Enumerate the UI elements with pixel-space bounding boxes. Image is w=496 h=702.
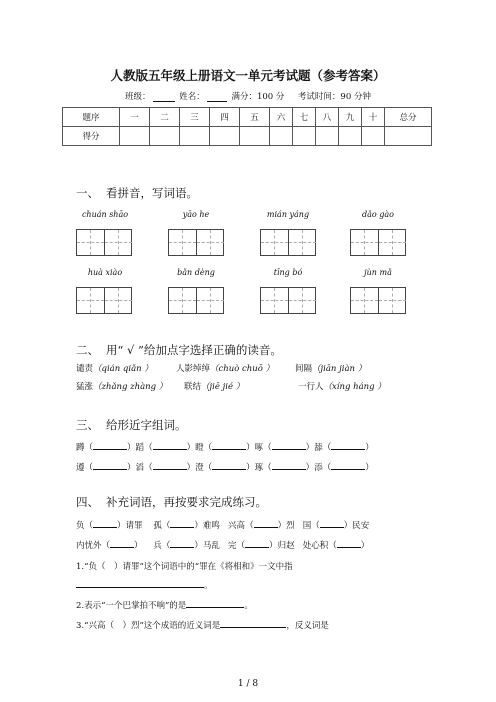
question-3 — [76, 619, 329, 631]
writing-grid[interactable] — [76, 287, 132, 314]
word-group-row: 遵（ ）滔（ ）澄（ ）琢（ ）添（ ） — [76, 463, 374, 473]
score-cell[interactable] — [293, 127, 316, 146]
item-word: 联结 — [184, 382, 202, 392]
char: 滔 — [135, 463, 145, 473]
idiom-part: 归赵 — [277, 541, 295, 551]
idiom-part: 内忧外 — [76, 541, 102, 551]
question-text: 3.“兴高（ ）烈”这个成语的近义词是 — [76, 621, 221, 631]
item-reading[interactable]: （xíng háng ） — [323, 382, 386, 392]
answer-blank[interactable] — [93, 519, 117, 528]
answer-blank[interactable] — [337, 539, 361, 548]
answer-blank[interactable] — [245, 539, 269, 548]
item-word: 人影绰绰 — [176, 364, 211, 374]
row-label: 得分 — [63, 127, 120, 146]
answer-blank[interactable] — [93, 461, 127, 470]
name-label: 姓名： — [179, 92, 205, 102]
idiom-part: 兴高 — [228, 521, 246, 531]
score-cell[interactable] — [316, 127, 339, 146]
page-title: 人教版五年级上册语文一单元考试题（参考答案） — [110, 68, 386, 83]
idiom-part: 孤 — [153, 521, 162, 531]
pinyin-label: bǎn dèng — [177, 268, 215, 277]
idiom-part: 难鸣 — [202, 521, 220, 531]
table-header-cell: 三 — [180, 108, 210, 127]
char: 瞪 — [195, 443, 204, 453]
section-number: 三、 — [76, 418, 99, 432]
score-cell[interactable] — [180, 127, 210, 146]
idiom-part: 民安 — [352, 521, 370, 531]
answer-blank[interactable] — [186, 599, 244, 608]
class-blank[interactable] — [153, 92, 175, 102]
table-header-cell: 题序 — [63, 108, 120, 127]
writing-grid[interactable] — [168, 287, 224, 314]
pinyin-label: mián yáng — [266, 210, 310, 219]
char: 舔 — [314, 443, 323, 453]
answer-blank[interactable] — [331, 461, 365, 470]
pinyin-label: tīng bó — [273, 268, 303, 277]
section-number: 四、 — [76, 495, 99, 509]
item-reading[interactable]: （chuò chuō ） — [210, 364, 275, 374]
section-title: 看拼音，写词语。 — [106, 186, 198, 200]
question-1-answer-line — [76, 579, 213, 591]
table-header-cell: 总分 — [385, 108, 432, 127]
score-cell[interactable] — [270, 127, 293, 146]
idiom-part: 兵 — [153, 541, 162, 551]
answer-blank[interactable] — [93, 441, 127, 450]
idiom-part: 国 — [302, 521, 312, 531]
answer-blank[interactable] — [331, 441, 365, 450]
section-3-heading — [76, 417, 187, 433]
writing-grid[interactable] — [260, 287, 316, 314]
page-number: 1 / 8 — [237, 679, 259, 689]
idiom-part: 马乱 — [202, 541, 220, 551]
section-title: 用“ √ ”给加点字选择正确的读音。 — [106, 343, 282, 357]
score-cell[interactable] — [210, 127, 240, 146]
answer-blank[interactable] — [212, 461, 246, 470]
writing-grid[interactable] — [350, 287, 406, 314]
answer-blank[interactable] — [76, 579, 204, 588]
name-blank[interactable] — [207, 92, 227, 102]
section-number: 二、 — [76, 343, 99, 357]
section-number: 一、 — [76, 186, 99, 200]
section-1-heading — [76, 185, 198, 201]
item-reading[interactable]: （jiān jiàn ） — [312, 364, 367, 374]
reading-item — [76, 362, 153, 374]
class-label: 班级： — [125, 92, 151, 102]
answer-blank[interactable] — [220, 619, 286, 628]
answer-blank[interactable] — [110, 539, 134, 548]
answer-blank[interactable] — [272, 441, 306, 450]
section-title: 补充词语，再按要求完成练习。 — [106, 495, 267, 509]
score-cell[interactable] — [385, 127, 432, 146]
writing-grid[interactable] — [260, 229, 316, 256]
item-word: 间隔 — [295, 364, 313, 374]
char: 啄 — [254, 443, 264, 453]
exam-info — [0, 90, 496, 102]
table-header-cell: 五 — [240, 108, 270, 127]
pinyin-label: chuán shāo — [81, 210, 129, 219]
table-header-cell: 十 — [362, 108, 385, 127]
score-cell[interactable] — [240, 127, 270, 146]
answer-blank[interactable] — [272, 461, 306, 470]
table-header-cell: 四 — [210, 108, 240, 127]
answer-blank[interactable] — [320, 519, 344, 528]
table-header-cell: 七 — [293, 108, 316, 127]
answer-blank[interactable] — [170, 519, 194, 528]
idiom-part: 处心积 — [302, 541, 329, 551]
reading-item — [76, 380, 167, 392]
reading-item — [295, 362, 366, 374]
char: 遵 — [76, 463, 85, 473]
score-table-header — [63, 108, 432, 127]
item-word: 猛涨 — [76, 382, 94, 392]
idiom-part: 请罪 — [125, 521, 143, 531]
pinyin-label: dǎo gào — [362, 210, 394, 219]
question-text: 2.表示“一个巴掌拍不响”的是 — [76, 601, 187, 611]
question-text: ，反义词是 — [286, 621, 329, 631]
writing-grid[interactable] — [350, 229, 406, 256]
writing-grid[interactable] — [76, 229, 132, 256]
answer-blank[interactable] — [212, 441, 246, 450]
idiom-part: 负 — [76, 521, 85, 531]
score-cell[interactable] — [150, 127, 180, 146]
score-cell[interactable] — [120, 127, 150, 146]
word-group-row: 蹲（ ）蹈（ ）瞪（ ）啄（ ）舔（ ） — [76, 443, 374, 453]
idiom-row: 负（ ）请罪 孤（ ）难鸣 兴高（ ）烈 国（ ）民安 — [76, 521, 370, 531]
item-reading[interactable]: （qián qiǎn ） — [93, 364, 153, 374]
reading-item — [176, 362, 274, 374]
score-cell[interactable] — [362, 127, 385, 146]
item-word: 谴责 — [76, 364, 94, 374]
char: 澄 — [195, 463, 204, 473]
table-header-cell: 一 — [120, 108, 150, 127]
answer-blank[interactable] — [153, 461, 187, 470]
table-header-cell: 二 — [150, 108, 180, 127]
item-reading[interactable]: （zhǎng zhàng ） — [93, 382, 168, 392]
char: 蹈 — [135, 443, 145, 453]
score-table — [62, 107, 432, 146]
exam-time: 考试时间：90 分钟 — [297, 92, 371, 102]
idiom-row: 内忧外（ ） 兵（ ）马乱 完（ ）归赵 处心积（ ） — [76, 541, 370, 551]
section-2-heading — [76, 342, 282, 358]
item-word: 一行人 — [298, 382, 324, 392]
score-cell[interactable] — [339, 127, 362, 146]
pinyin-label: jùn mǎ — [364, 268, 392, 277]
score-table-row — [63, 127, 432, 146]
pinyin-label: yāo he — [182, 210, 210, 219]
reading-item — [298, 380, 386, 392]
section-4-heading — [76, 494, 267, 510]
idiom-part: 完 — [228, 541, 237, 551]
punctuation: 。 — [244, 601, 253, 611]
table-header-cell: 九 — [339, 108, 362, 127]
table-header-cell: 六 — [270, 108, 293, 127]
table-header-cell: 八 — [316, 108, 339, 127]
answer-blank[interactable] — [153, 441, 187, 450]
question-2 — [76, 599, 253, 611]
question-1: 1.“负（ ）请罪”这个词语中的“罪在《将相和》一文中指 — [76, 562, 293, 572]
answer-blank[interactable] — [170, 539, 194, 548]
answer-blank[interactable] — [254, 519, 278, 528]
reading-item — [184, 380, 244, 392]
punctuation: 。 — [204, 581, 213, 591]
char: 琢 — [254, 463, 264, 473]
char: 蹲 — [76, 443, 85, 453]
writing-grid[interactable] — [168, 229, 224, 256]
item-reading[interactable]: （jiē jié ） — [201, 382, 245, 392]
idiom-part: 烈 — [286, 521, 295, 531]
pinyin-label: huà xiào — [87, 268, 123, 277]
full-score: 满分：100 分 — [231, 92, 285, 102]
section-title: 给形近字组词。 — [106, 418, 187, 432]
char: 添 — [314, 463, 323, 473]
